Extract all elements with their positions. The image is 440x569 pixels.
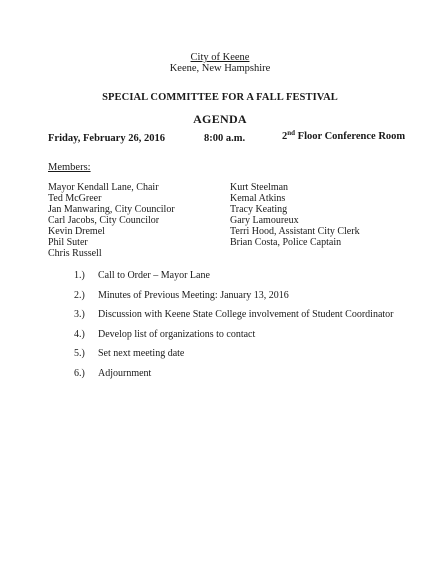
room-name: Floor Conference Room (295, 131, 406, 142)
member-name: Carl Jacobs, City Councilor (48, 215, 160, 226)
member-name: Kemal Atkins (230, 193, 286, 204)
member-name: Mayor Kendall Lane, Chair (48, 182, 159, 193)
member-name: Terri Hood, Assistant City Clerk (230, 226, 360, 237)
member-name: Jan Manwaring, City Councilor (48, 204, 175, 215)
agenda-item-text: Minutes of Previous Meeting: January 13, 2016 (98, 289, 289, 301)
agenda-item-text: Discussion with Keene State College involvement of Student Coordinator (98, 309, 394, 321)
agenda-item-text: Develop list of organizations to contact (98, 328, 256, 340)
meeting-date: Friday, February 26, 2016 (48, 133, 165, 144)
members-list-right (230, 182, 360, 248)
members-list-left (48, 182, 175, 259)
member-name: Tracy Keating (230, 204, 288, 215)
agenda-item-number: 2.) (74, 289, 85, 301)
member-name: Gary Lamoureux (230, 215, 299, 226)
committee-title: SPECIAL COMMITTEE FOR A FALL FESTIVAL (102, 92, 338, 103)
member-name: Kevin Dremel (48, 226, 105, 237)
meeting-time: 8:00 a.m. (204, 133, 246, 144)
organization-location: Keene, New Hampshire (169, 63, 271, 74)
room-floor-number: 2 (282, 131, 288, 142)
member-name: Ted McGreer (48, 193, 102, 204)
agenda-item-number: 1.) (74, 270, 85, 281)
agenda-item-number: 6.) (74, 367, 85, 379)
agenda-item-number: 4.) (74, 328, 85, 340)
member-name: Kurt Steelman (230, 182, 289, 193)
agenda-item-number: 3.) (74, 309, 85, 321)
organization-name: City of Keene (190, 52, 250, 63)
agenda-item-text: Set next meeting date (98, 348, 185, 360)
member-name: Chris Russell (48, 248, 102, 259)
meeting-room (282, 131, 405, 142)
agenda-item-text: Call to Order – Mayor Lane (98, 270, 210, 281)
room-floor-suffix: nd (287, 129, 296, 137)
member-name: Brian Costa, Police Captain (230, 237, 342, 248)
agenda-item-number: 5.) (74, 348, 85, 360)
document-title: AGENDA (193, 112, 247, 126)
members-heading: Members: (48, 162, 91, 173)
member-name: Phil Suter (48, 237, 88, 248)
agenda-item-text: Adjournment (98, 367, 152, 379)
